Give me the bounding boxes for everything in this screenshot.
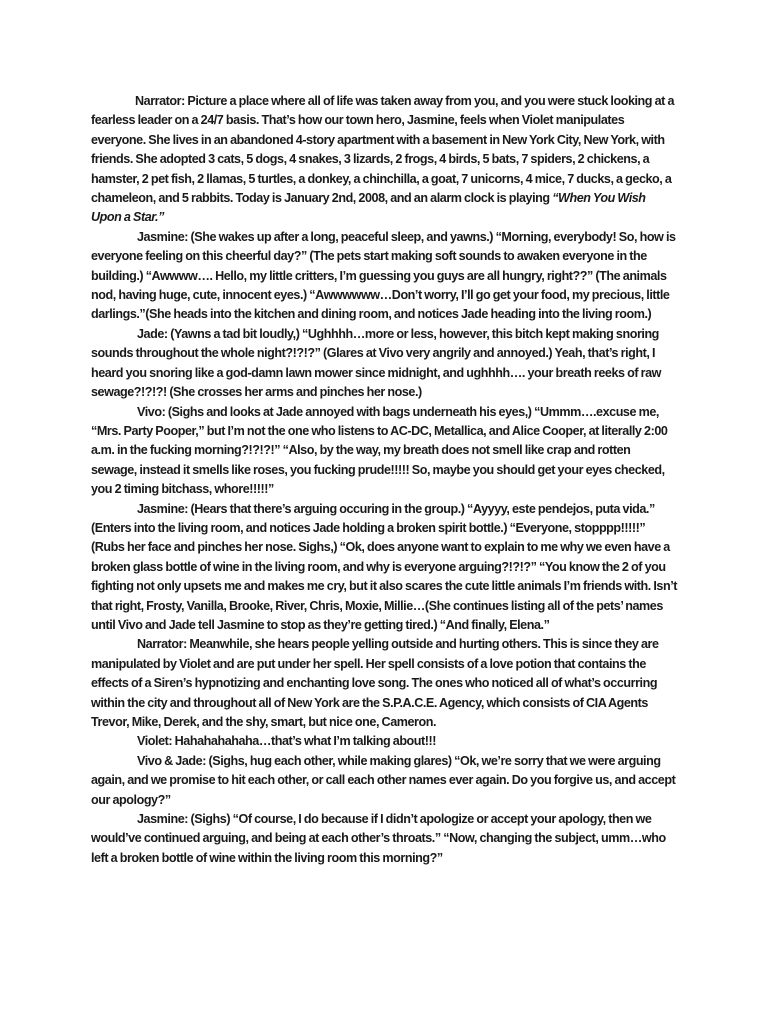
paragraph-narrator-meanwhile: Narrator: Meanwhile, she hears people yelling outside and hurting others. This is since they are manipulated by Violet and are put under her spell. Her spell consists of a love potion that contains the effects of a Siren’s hypnotizing and enchanting love song. The ones who noticed all of what’s occurring within the city and throughout all of New York are the S.P.A.C.E. Agency, which consists of CIA Agents Trevor, Mike, Derek, and the shy, smart, but nice one, Cameron. (91, 637, 659, 729)
paragraph-jasmine-wakes: Jasmine: (She wakes up after a long, peaceful sleep, and yawns.) “Morning, everybody! So, how is everyone feeling on this cheerful day?” (The pets start making soft sounds to awaken everyone in the building.) “Awwww…. Hello, my little critters, I’m guessing you guys are all hungry, right??” (The animals nod, having huge, cute, innocent eyes.) “Awwwwww…Don’t worry, I’ll go get your food, my precious, little darlings.”(She heads into the kitchen and dining room, and notices Jade heading into the living room.) (91, 229, 676, 322)
paragraph-vivo-reply: Vivo: (Sighs and looks at Jade annoyed with bags underneath his eyes,) “Ummm….excuse me, “Mrs. Party Pooper,” but I’m not the one who listens to AC-DC, Metallica, and Alice Cooper, at literally 2:00 a.m. in the fucking morning?!?!?!” “Also, by the way, my breath does not smell like crap and rotten sewage, instead it smells like roses, you fucking prude!!!!! So, maybe you should get your eyes checked, you 2 timing bitchass, whore!!!!!” (91, 404, 668, 497)
paragraph-jasmine-argument: Jasmine: (Hears that there’s arguing occuring in the group.) “Ayyyy, este pendejos, puta vida.” (Enters into the living room, and notices Jade holding a broken spirit bottle.) “Everyone, stopppp!!!!!” (Rubs her face and pinches her nose. Sighs,) “Ok, does anyone want to explain to me why we even have a broken glass bottle of wine in the living room, and why is everyone arguing?!?!?” “You know the 2 of you fighting not only upsets me and makes me cry, but it also scares the cute little animals I’m friends with. Isn’t that right, Frosty, Vanilla, Brooke, River, Chris, Moxie, Millie…(She continues listing all of the pets’ names until Vivo and Jade tell Jasmine to stop as they’re getting tired.) “And finally, Elena.” (91, 501, 677, 632)
paragraph-violet-laugh: Violet: Hahahahahaha…that’s what I’m talking about!!! (137, 734, 437, 749)
paragraph-narrator-intro (91, 92, 678, 228)
song-title: “When You Wish Upon a Star.” (91, 191, 646, 225)
paragraph-jade-yawns: Jade: (Yawns a tad bit loudly,) “Ughhhh…more or less, however, this bitch kept making snoring sounds throughout the whole night?!?!?” (Glares at Vivo very angrily and annoyed.) Yeah, that’s right, I heard you snoring like a god-damn lawn mower since midnight, and ughhhh…. your breath reeks of raw sewage?!?!?! (She crosses her arms and pinches her nose.) (91, 326, 661, 400)
paragraph-text: Narrator: Picture a place where all of life was taken away from you, and you were stuck looking at a fearless leader on a 24/7 basis. That’s how our town hero, Jasmine, feels when Violet manipulates everyone. She lives in an abandoned 4-story apartment with a basement in New York City, New York, with friends. She adopted 3 cats, 5 dogs, 4 snakes, 3 lizards, 2 frogs, 4 birds, 5 bats, 7 spiders, 2 chickens, a hamster, 2 pet fish, 2 llamas, 5 turtles, a donkey, a chinchilla, a goat, 7 unicorns, 4 mice, 7 ducks, a gecko, a chameleon, and 5 rabbits. Today is January 2nd, 2008, and an alarm clock is playing (91, 94, 674, 206)
script-body (91, 92, 678, 868)
paragraph-vivo-jade-apology: Vivo & Jade: (Sighs, hug each other, while making glares) “Ok, we’re sorry that we were arguing again, and we promise to hit each other, or call each other names ever again. Do you forgive us, and accept our apology?” (91, 753, 676, 807)
paragraph-jasmine-forgives: Jasmine: (Sighs) “Of course, I do because if I didn’t apologize or accept your apology, then we would’ve continued arguing, and being at each other’s throats.” “Now, changing the subject, umm…who left a broken bottle of wine within the living room this morning?” (91, 812, 666, 865)
